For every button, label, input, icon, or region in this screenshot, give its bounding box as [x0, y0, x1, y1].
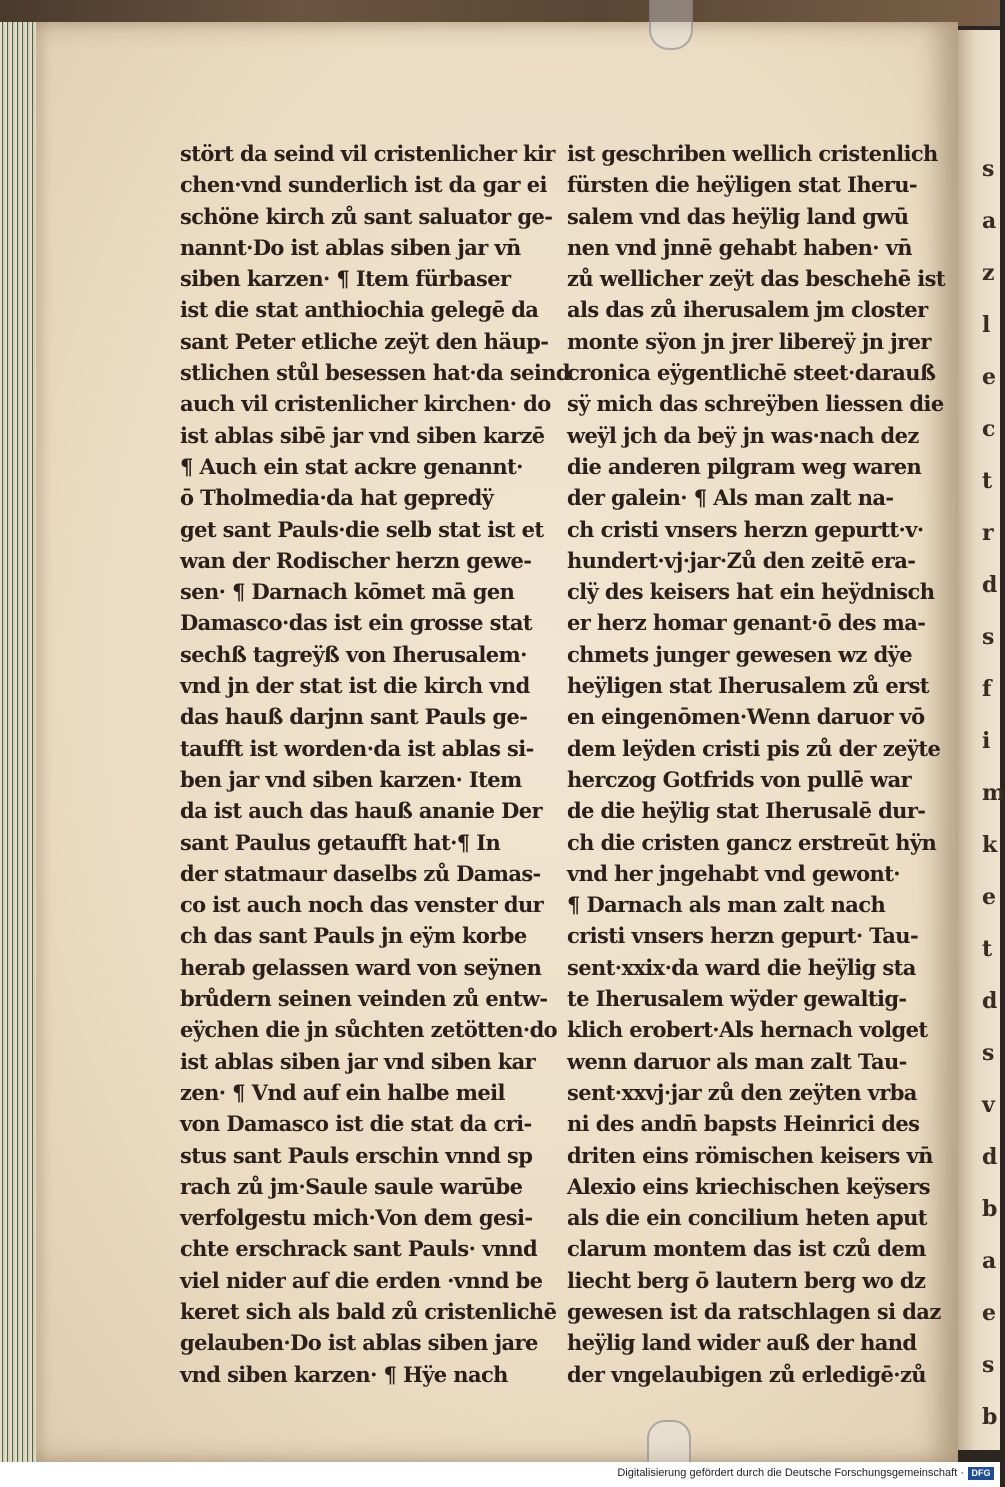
text-line: ni des andn̄ bapsts Heinrici des — [567, 1111, 920, 1137]
text-line: verfolgestu mich·Von dem gesi- — [180, 1205, 533, 1231]
text-line: get sant Pauls·die selb stat ist et — [180, 516, 544, 542]
funding-note: Digitalisierung gefördert durch die Deutsche Forschungsgemeinschaft · — [617, 1467, 964, 1479]
text-line: sechß tagreÿß von Iherusalem· — [180, 641, 527, 667]
text-line: schöne kirch zů sant saluator ge- — [180, 203, 553, 229]
text-line: nannt·Do ist ablas siben jar vn̄ — [180, 234, 521, 260]
text-line: der vngelaubigen zů erledigē·zů — [567, 1361, 926, 1387]
facing-page-letter: b — [982, 1404, 998, 1430]
facing-page-letter: b — [982, 1196, 998, 1222]
text-line: hundert·vj·jar·Zů den zeitē era- — [567, 547, 916, 573]
text-line: wan der Rodischer herzn gewe- — [180, 547, 532, 573]
facing-page-letter: k — [982, 832, 998, 858]
text-line: wenn daruor als man zalt Tau- — [567, 1048, 907, 1074]
text-line: gewesen ist da ratschlagen si daz — [567, 1298, 941, 1324]
text-line: ō Tholmedia·da hat gepredÿ — [180, 485, 494, 511]
text-line: gelauben·Do ist ablas siben jare — [180, 1330, 538, 1356]
text-line: co ist auch noch das venster dur — [180, 892, 544, 918]
text-line: vnd siben karzen· ¶ Hÿe nach — [180, 1361, 508, 1387]
text-line: ist die stat anthiochia gelegē da — [180, 297, 539, 323]
text-line: klich erobert·Als hernach volget — [567, 1017, 928, 1043]
facing-page-fragment — [958, 30, 1005, 1450]
text-line: sant Paulus getaufft hat·¶ In — [180, 829, 501, 855]
text-line: clarum montem das ist czů dem — [567, 1236, 926, 1262]
facing-page-letter: s — [982, 156, 995, 182]
text-line: herab gelassen ward von seÿnen — [180, 954, 542, 980]
text-line: salem vnd das heÿlig land gwū — [567, 203, 909, 229]
text-line: zů wellicher zeÿt das beschehē ist — [567, 266, 945, 292]
text-line: da ist auch das hauß ananie Der — [180, 798, 542, 824]
text-line: ¶ Auch ein stat ackre genannt· — [180, 453, 523, 479]
text-line: vnd jn der stat ist die kirch vnd — [180, 673, 530, 699]
text-line: die anderen pilgram weg waren — [567, 453, 922, 479]
text-line: cristi vnsers herzn gepurt· Tau- — [567, 923, 919, 949]
text-line: clÿ des keisers hat ein heÿdnisch — [567, 579, 935, 605]
facing-page-letter: d — [982, 572, 998, 598]
text-line: zen· ¶ Vnd auf ein halbe meil — [180, 1079, 505, 1105]
text-line: heÿligen stat Iherusalem zů erst — [567, 673, 929, 699]
page-edges — [0, 22, 40, 1462]
facing-page-letter: s — [982, 1352, 995, 1378]
text-line: der galein· ¶ Als man zalt na- — [567, 485, 894, 511]
text-line: von Damasco ist die stat da cri- — [180, 1111, 532, 1137]
facing-page-letter: t — [982, 468, 993, 494]
text-line: auch vil cristenlicher kirchen· do — [180, 391, 551, 417]
text-line: en eingenōmen·Wenn daruor vō — [567, 704, 925, 730]
text-line: sen· ¶ Darnach kōmet mā gen — [180, 579, 515, 605]
facing-page-letter: d — [982, 1144, 998, 1170]
facing-page-letter: c — [982, 416, 996, 442]
text-line: dem leÿden cristi pis zů der zeÿte — [567, 735, 941, 761]
text-line: chte erschrack sant Pauls· vnnd — [180, 1236, 538, 1262]
text-line: herczog Gotfrids von pullē war — [567, 766, 912, 792]
facing-page-letter: e — [982, 884, 996, 910]
dfg-logo: DFG — [968, 1467, 994, 1480]
text-line: te Iherusalem wÿder gewaltig- — [567, 986, 907, 1012]
facing-page-letter: e — [982, 364, 996, 390]
text-line: Alexio eins kriechischen keÿsers — [567, 1173, 930, 1199]
text-line: sÿ mich das schreÿben liessen die — [567, 391, 944, 417]
facing-page-letter: r — [982, 520, 994, 546]
right-text-column — [567, 138, 945, 1390]
text-line: ch das sant Pauls jn eÿm korbe — [180, 923, 527, 949]
text-line: der statmaur daselbs zů Damas- — [180, 860, 541, 886]
footer-bar — [0, 1462, 1000, 1487]
left-text-column — [180, 138, 570, 1390]
text-line: als das zů iherusalem jm closter — [567, 297, 928, 323]
facing-page-letter: a — [982, 208, 997, 234]
book-clip-top — [649, 0, 693, 50]
text-line: ist geschriben wellich cristenlich — [567, 141, 938, 166]
text-line: ist ablas sibē jar vnd siben karzē — [180, 422, 545, 448]
facing-page-letter: e — [982, 1300, 996, 1326]
text-line: fürsten die heÿligen stat Iheru- — [567, 172, 918, 198]
facing-page-letter: f — [982, 676, 992, 702]
facing-page-letter: l — [982, 312, 991, 338]
facing-page-letter: a — [982, 1248, 997, 1274]
text-line: heÿlig land wider auß der hand — [567, 1330, 917, 1356]
text-line: ist ablas siben jar vnd siben kar — [180, 1048, 536, 1074]
text-line: er herz homar genant·ō des ma- — [567, 610, 926, 636]
text-line: sant Peter etliche zeÿt den häup- — [180, 328, 549, 354]
facing-page-letter: i — [982, 728, 991, 754]
text-line: keret sich als bald zů cristenlichē — [180, 1298, 557, 1324]
text-line: ch die cristen gancz erstreūt hÿn — [567, 829, 937, 855]
facing-page-letter: v — [982, 1092, 995, 1118]
text-line: chmets junger gewesen wz dÿe — [567, 641, 913, 667]
text-line: taufft ist worden·da ist ablas si- — [180, 735, 534, 761]
text-line: als die ein concilium heten aput — [567, 1205, 927, 1231]
facing-page-letter: z — [982, 260, 995, 286]
text-line: ch cristi vnsers herzn gepurtt·v· — [567, 516, 924, 542]
facing-page-letter: s — [982, 1040, 995, 1066]
facing-page-letter: s — [982, 624, 995, 650]
text-line: vnd her jngehabt vnd gewont· — [567, 860, 901, 886]
facing-page-letter: m — [982, 780, 1005, 806]
text-line: das hauß darjnn sant Pauls ge- — [180, 704, 528, 730]
text-line: monte sÿon jn jrer libereÿ jn jrer — [567, 328, 931, 354]
text-line: brůdern seinen veinden zů entw- — [180, 986, 548, 1012]
text-line: ¶ Darnach als man zalt nach — [567, 892, 886, 918]
text-line: viel nider auf die erden ·vnnd be — [180, 1267, 543, 1293]
facing-page-letter: d — [982, 988, 998, 1014]
text-line: stlichen stůl besessen hat·da seind — [180, 360, 570, 386]
text-line: sent·xxvj·jar zů den zeÿten vrba — [567, 1079, 917, 1105]
text-line: de die heÿlig stat Iherusalē dur- — [567, 798, 926, 824]
text-line: siben karzen· ¶ Item fürbaser — [180, 266, 511, 292]
facing-page-letter: t — [982, 936, 993, 962]
text-line: eÿchen die jn sůchten zetötten·do — [180, 1017, 558, 1043]
text-line: stört da seind vil cristenlicher kir — [180, 141, 555, 166]
text-line: chen·vnd sunderlich ist da gar ei — [180, 172, 547, 198]
text-line: weÿl jch da beÿ jn was·nach dez — [567, 422, 919, 448]
text-line: rach zů jm·Saule saule warūbe — [180, 1173, 523, 1199]
text-line: nen vnd jnnē gehabt haben· vn̄ — [567, 234, 912, 260]
text-line: ben jar vnd siben karzen· Item — [180, 766, 522, 792]
text-line: liecht berg ō lautern berg wo dz — [567, 1267, 926, 1293]
text-line: stus sant Pauls erschin vnnd sp — [180, 1142, 533, 1168]
text-line: cronica eÿgentlichē steet·darauß — [567, 360, 936, 386]
text-line: Damasco·das ist ein grosse stat — [180, 610, 533, 636]
text-line: driten eins römischen keisers vn̄ — [567, 1142, 933, 1168]
text-line: sent·xxix·da ward die heÿlig sta — [567, 954, 916, 980]
